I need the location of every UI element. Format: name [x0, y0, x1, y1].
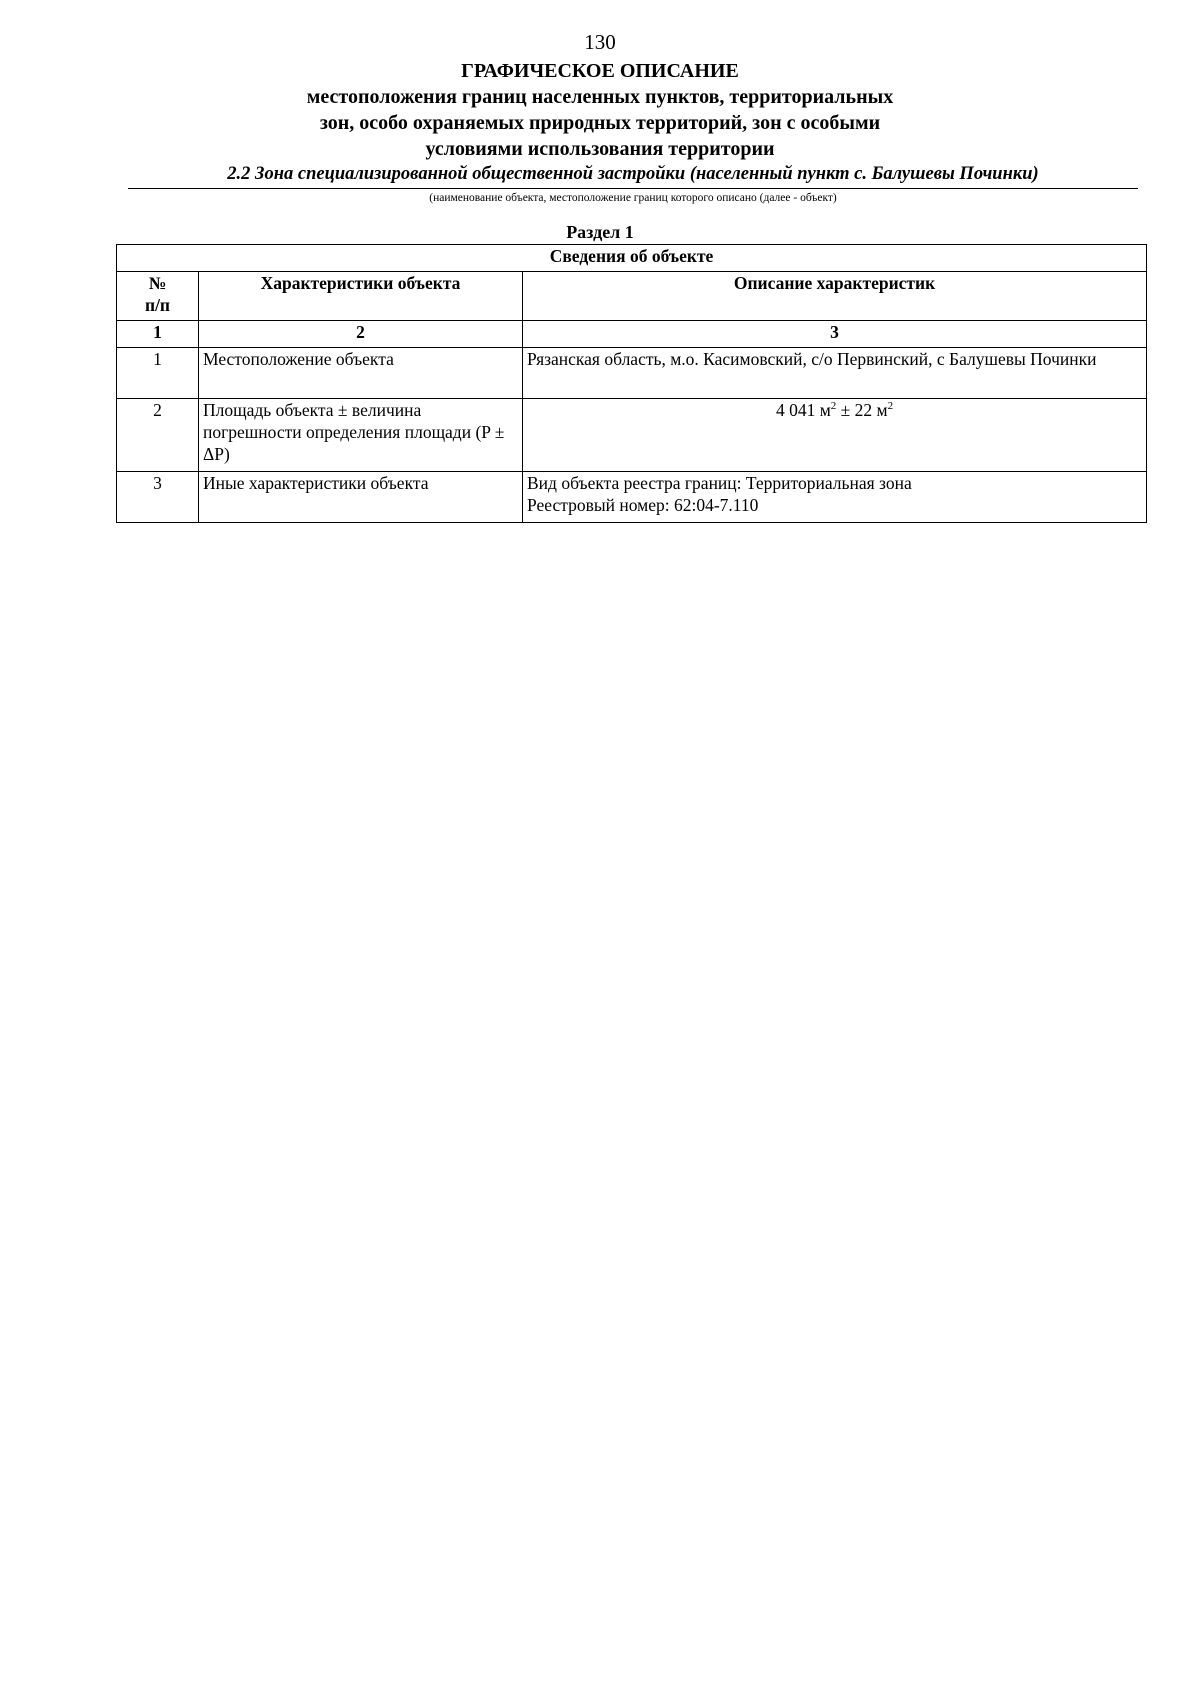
area-tolerance-superscript: 2 [887, 400, 894, 413]
column-number: 3 [523, 321, 1147, 348]
description-line: Реестровый номер: 62:04-7.110 [527, 495, 759, 515]
title-line-2: местоположения границ населенных пунктов, территориальных [306, 86, 894, 108]
header-num-line2: п/п [144, 295, 171, 315]
area-unit-superscript: 2 [830, 400, 837, 413]
object-name-caption: (наименование объекта, местоположение границ которого описано (далее - объект) [429, 192, 837, 204]
page-number: 130 [584, 30, 616, 54]
column-number: 1 [117, 321, 199, 348]
document-title [0, 58, 1200, 162]
description-line: Вид объекта реестра границ: Территориальная зона [527, 473, 912, 493]
object-name-underline [128, 188, 1138, 189]
row-number: 1 [117, 348, 199, 399]
header-num [117, 272, 199, 321]
row-description [523, 472, 1147, 523]
table-header-row [117, 272, 1147, 321]
column-numbers-row [117, 321, 1147, 348]
row-characteristic: Площадь объекта ± величина погрешности определения площади (P ± ΔP) [199, 399, 523, 472]
title-line-4: условиями использования территории [425, 138, 775, 160]
object-info-table [116, 244, 1147, 523]
row-description-area [523, 399, 1147, 472]
object-name: 2.2 Зона специализированной общественной застройки (населенный пункт с. Балушевы Починки) [227, 164, 1039, 184]
row-characteristic: Иные характеристики объекта [199, 472, 523, 523]
row-characteristic: Местоположение объекта [199, 348, 523, 399]
column-number: 2 [199, 321, 523, 348]
table-caption: Сведения об объекте [117, 245, 1147, 272]
area-tolerance: ± 22 м [836, 400, 888, 420]
row-description: Рязанская область, м.о. Касимовский, с/о Первинский, с Балушевы Починки [523, 348, 1147, 399]
section-title: Раздел 1 [566, 222, 634, 242]
table-row [117, 399, 1147, 472]
header-description: Описание характеристик [523, 272, 1147, 321]
row-number: 3 [117, 472, 199, 523]
title-line-3: зон, особо охраняемых природных территорий, зон с особыми [319, 112, 881, 134]
table-caption-row [117, 245, 1147, 272]
area-value: 4 041 м [775, 400, 831, 420]
header-characteristics: Характеристики объекта [199, 272, 523, 321]
header-num-line1: № [148, 273, 167, 293]
title-line-1: ГРАФИЧЕСКОЕ ОПИСАНИЕ [461, 60, 739, 82]
table-row [117, 348, 1147, 399]
table-row [117, 472, 1147, 523]
row-number: 2 [117, 399, 199, 472]
